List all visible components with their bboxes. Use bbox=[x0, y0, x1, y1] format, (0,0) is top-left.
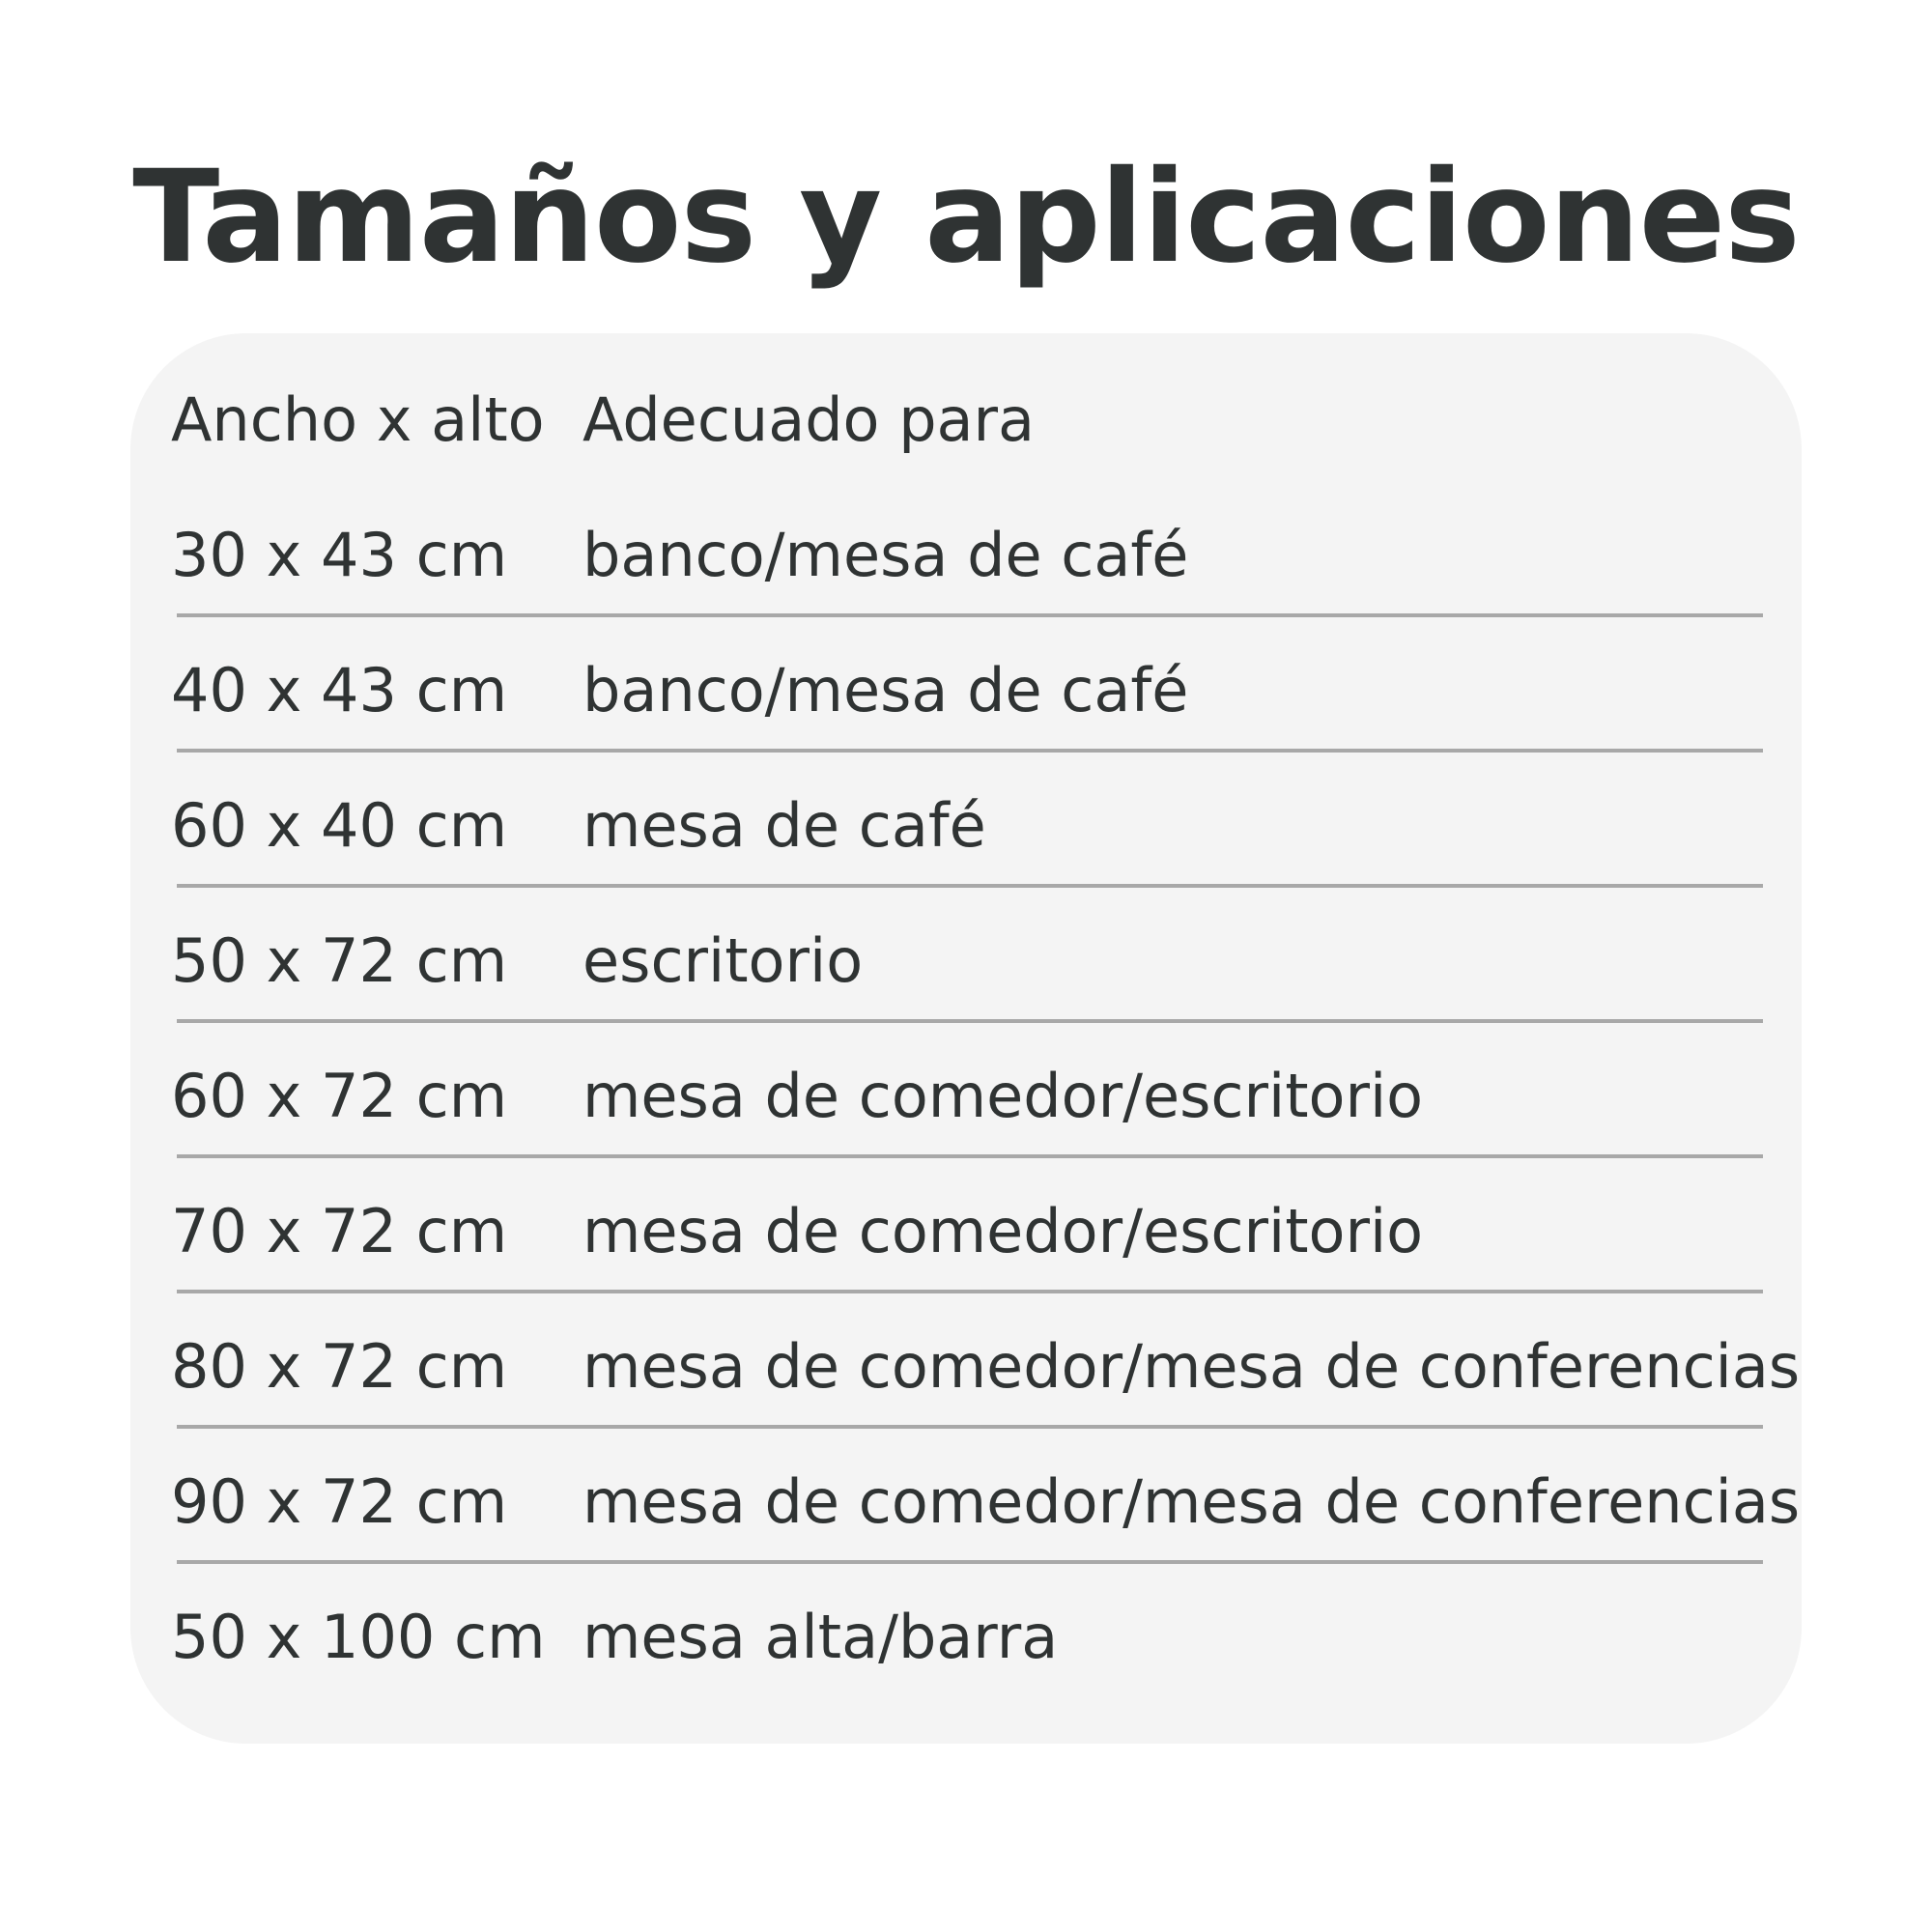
table-row bbox=[130, 1570, 1802, 1705]
table-row bbox=[130, 894, 1802, 1029]
row-size: 80 x 72 cm bbox=[171, 1331, 508, 1402]
row-divider bbox=[177, 884, 1763, 888]
row-size: 50 x 100 cm bbox=[171, 1602, 546, 1672]
row-size: 30 x 43 cm bbox=[171, 520, 508, 590]
table-row bbox=[130, 758, 1802, 894]
row-size: 60 x 40 cm bbox=[171, 790, 508, 861]
row-size: 50 x 72 cm bbox=[171, 925, 508, 996]
table-row bbox=[130, 1435, 1802, 1570]
row-use: banco/mesa de café bbox=[582, 655, 1189, 725]
row-use: mesa de comedor/escritorio bbox=[582, 1061, 1424, 1131]
sizes-table bbox=[130, 333, 1802, 1744]
row-divider bbox=[177, 613, 1763, 617]
table-row bbox=[130, 623, 1802, 758]
row-size: 60 x 72 cm bbox=[171, 1061, 508, 1131]
row-size: 40 x 43 cm bbox=[171, 655, 508, 725]
table-row bbox=[130, 1299, 1802, 1435]
row-use: mesa de café bbox=[582, 790, 986, 861]
header-use: Adecuado para bbox=[582, 384, 1036, 455]
row-divider bbox=[177, 1425, 1763, 1429]
row-use: banco/mesa de café bbox=[582, 520, 1189, 590]
row-use: escritorio bbox=[582, 925, 864, 996]
table-row bbox=[130, 488, 1802, 623]
row-size: 70 x 72 cm bbox=[171, 1196, 508, 1266]
row-size: 90 x 72 cm bbox=[171, 1466, 508, 1537]
row-divider bbox=[177, 749, 1763, 753]
row-use: mesa de comedor/mesa de conferencias bbox=[582, 1466, 1801, 1537]
row-divider bbox=[177, 1560, 1763, 1564]
row-use: mesa alta/barra bbox=[582, 1602, 1059, 1672]
row-divider bbox=[177, 1019, 1763, 1023]
header-size: Ancho x alto bbox=[171, 384, 545, 455]
table-row bbox=[130, 1029, 1802, 1164]
row-use: mesa de comedor/escritorio bbox=[582, 1196, 1424, 1266]
page-title: Tamaños y aplicaciones bbox=[132, 143, 1800, 292]
row-use: mesa de comedor/mesa de conferencias bbox=[582, 1331, 1801, 1402]
table-header bbox=[130, 353, 1802, 488]
row-divider bbox=[177, 1290, 1763, 1293]
table-row bbox=[130, 1164, 1802, 1299]
row-divider bbox=[177, 1154, 1763, 1158]
